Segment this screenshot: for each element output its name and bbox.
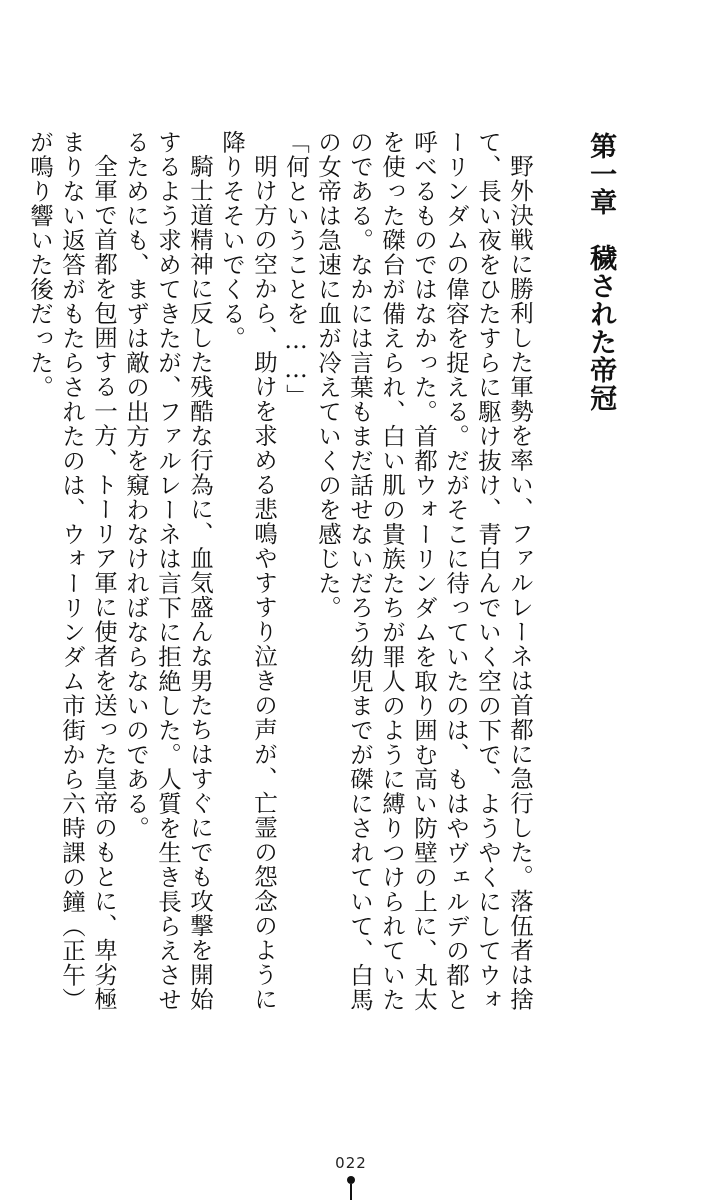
paragraph-5: 全軍で首都を包囲する一方、トーリア軍に使者を送った皇帝のもとに、卑劣極まりない返答がもたらされたのは、ウォーリンダム市街から六時課の鐘（正午）が鳴り響いた後だった。 xyxy=(26,130,118,1012)
page-marker-dot xyxy=(347,1176,355,1184)
chapter-title: 第一章 穢された帝冠 xyxy=(585,132,617,412)
dialogue-line: 「何ということを……」 xyxy=(282,130,310,409)
page-marker-line xyxy=(350,1184,352,1200)
body-text xyxy=(24,130,536,1030)
paragraph-3: 明け方の空から、助けを求める悲鳴やすすり泣きの声が、亡霊の怨念のように降りそそいでくる。 xyxy=(218,130,278,1011)
page-number: 022 xyxy=(335,1154,367,1172)
paragraph-1: 野外決戦に勝利した軍勢を率い、ファルレーネは首都に急行した。落伍者は捨て、長い夜をひたすらに駆け抜け、青白んでいく空の下で、ようやくにしてウォーリンダムの偉容を捉える。だがそこに待っていたのは、もはやヴェルデの都と呼べるものではなかった。首都ウォーリンダムを取り囲む高い防壁の上に、丸太を使った磔台が備えられ、白い肌の貴族たちが罪人のように縛りつけられていたのである。なかには言葉もまだ話せないだろう幼児までが磔にされていて、白馬の女帝は急速に血が冷えていくのを感じた。 xyxy=(314,130,534,1012)
page-marker-icon xyxy=(347,1176,355,1200)
paragraph-4: 騎士道精神に反した残酷な行為に、血気盛んな男たちはすぐにでも攻撃を開始するよう求めてきたが、ファルレーネは言下に拒絶した。人質を生き長らえさせるためにも、まずは敵の出方を窺わなければならないのである。 xyxy=(122,130,214,1012)
